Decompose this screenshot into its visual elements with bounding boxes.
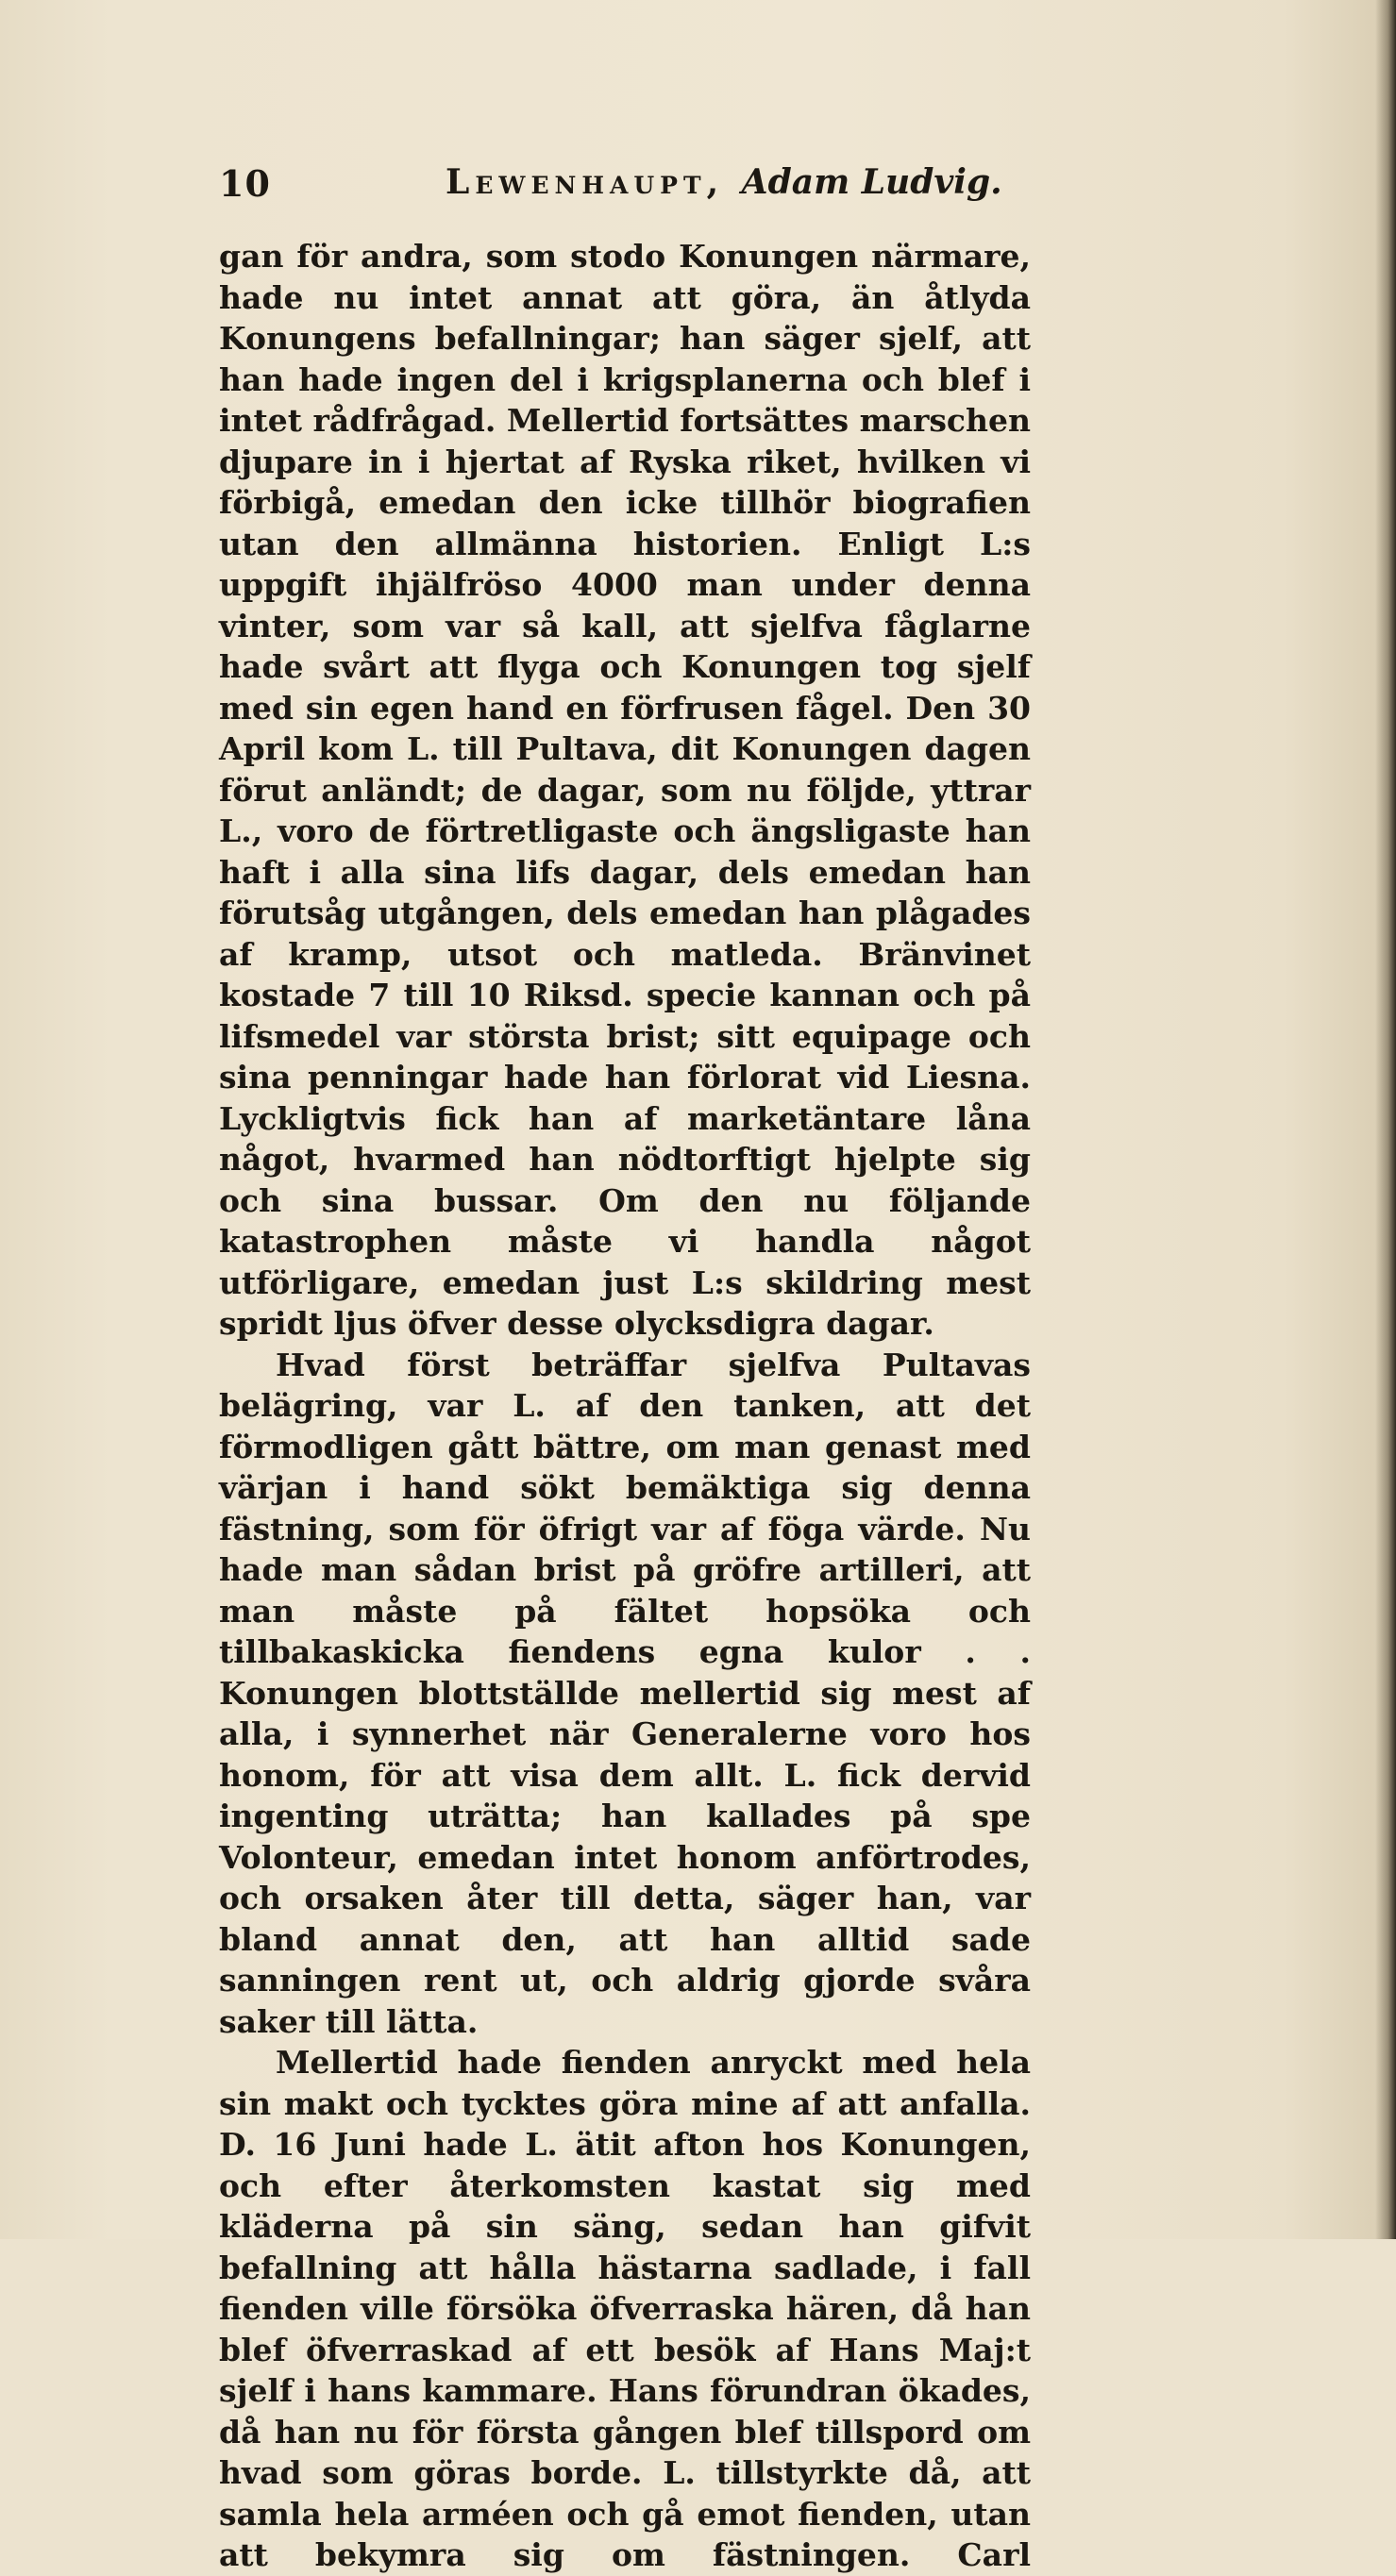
- page-header: [219, 162, 1031, 219]
- spine-shadow: [1375, 0, 1396, 2239]
- paragraph-enemy-advance: Mellertid hade fienden anryckt med hela sin makt och tycktes göra mine af att anfalla. D. 16 Juni hade L. ätit afton hos Konungen, och efter återkomsten kastat sig med kläderna på sin säng, sedan han gifvit befallning att hålla hästarna sadlade, i fall fienden ville försöka öfverraska hären, då han blef öfverraskad af ett besök af Hans Maj:t sjelf i hans kammare. Hans förundran ökades, då han nu för första gången blef tillspord om hvad som göras borde. L. tillstyrkte då, att samla hela arméen och gå emot fienden, utan att bekymra sig om fästningen. Carl: [219, 2044, 1031, 2573]
- paragraph-continuation: gan för andra, som stodo Konungen närmare, hade nu intet annat att göra, än åtlyda Konungens befallningar; han säger sjelf, att han hade ingen del i krigsplanerna och blef i intet rådfrågad. Mellertid fortsättes marschen djupare in i hjertat af Ryska riket, hvilken vi förbigå, emedan den icke tillhör biografien utan den allmänna historien. Enligt L:s uppgift ihjälfröso 4000 man under denna vinter, som var så kall, att sjelfva fåglarne hade svårt att flyga och Konungen tog sjelf med sin egen hand en förfrusen fågel. Den 30 April kom L. till Pultava, dit Konungen dagen förut anländt; de dagar, som nu följde, yttrar L., voro de förtretligaste och ängsligaste han haft i alla sina lifs dagar, dels emedan han förutsåg utgången, dels emedan han plågades af kramp, utsot och matleda. Bränvinet kostade 7 till 10 Riksd. specie kannan och på lifsmedel var största brist; sitt equipage och sina penningar hade han förlorat vid Liesna. Lyckligtvis fick han af marketäntare låna något, hvarmed han nödtorftigt hjelpte sig och sina bussar. Om den nu följande katastrophen måste vi handla något utförligare, emedan just L:s skildring mest spridt ljus öfver desse olycksdigra dagar.: [219, 238, 1031, 1342]
- running-head-surname: Lewenhaupt,: [446, 162, 725, 202]
- paragraph-siege: Hvad först beträffar sjelfva Pultavas belägring, var L. af den tanken, att det förmodligen gått bättre, om man genast med värjan i hand sökt bemäktiga sig denna fästning, som för öfrigt var af föga värde. Nu hade man sådan brist på gröfre artilleri, att man måste på fältet hopsöka och tillbakaskicka fiendens egna kulor . . Konungen blottställde mellertid sig mest af alla, i synnerhet när Generalerne voro hos honom, för att visa dem allt. L. fick dervid ingenting uträtta; han kallades på spe Volonteur, emedan intet honom anförtrodes, och orsaken åter till detta, säger han, var bland annat den, att han alltid sade sanningen rent ut, och aldrig gjorde svåra saker till lätta.: [219, 1346, 1031, 2040]
- page-number: 10: [219, 162, 271, 205]
- running-head: [446, 162, 1002, 202]
- body-text: [219, 236, 1031, 2576]
- running-head-given-name: Adam Ludvig.: [741, 162, 1002, 202]
